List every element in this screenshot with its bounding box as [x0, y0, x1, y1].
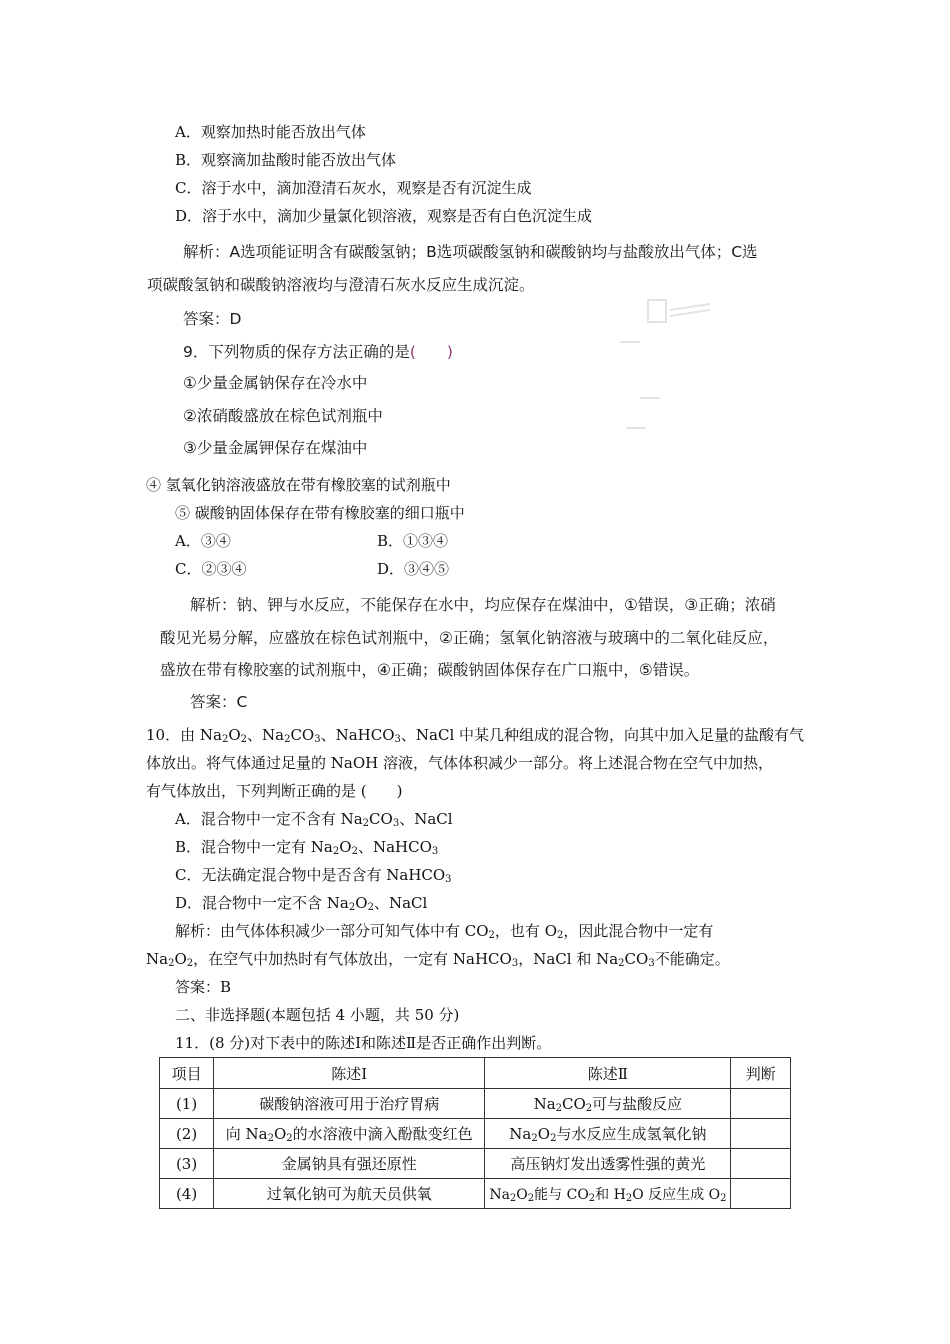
q10-option-b [175, 837, 438, 857]
subscript: 2 [585, 1103, 593, 1114]
q9-stem [183, 342, 453, 362]
q10-text: CO [290, 726, 315, 744]
q10-text: O [228, 726, 241, 744]
q9-item-3: ③少量金属钾保存在煤油中 [183, 439, 368, 457]
q10-text: 、NaCl [373, 894, 428, 912]
q10-text: 、NaHCO [357, 838, 432, 856]
q10-option-c [175, 865, 452, 885]
subscript: 2 [286, 1133, 293, 1144]
subscript: 2 [550, 1133, 557, 1144]
judgment-cell[interactable] [731, 1089, 791, 1119]
col-header-judgment: 判断 [731, 1058, 791, 1089]
q10-stem-line3: 有气体放出，下列判断正确的是 ( ) [146, 782, 403, 800]
q10-text: ，也有 O [494, 922, 557, 940]
subscript: 2 [527, 1192, 535, 1204]
judgment-cell[interactable] [731, 1119, 791, 1149]
subscript: 3 [648, 958, 655, 969]
q10-text: Na [146, 950, 169, 968]
q10-text: 、NaHCO [320, 726, 395, 744]
q8-option-a: A．观察加热时能否放出气体 [175, 123, 366, 141]
cell-text: 能与 CO [534, 1186, 589, 1203]
subscript: 2 [362, 818, 370, 829]
row-number: (3) [160, 1149, 214, 1179]
q9-item-5: ⑤ 碳酸钠固体保存在带有橡胶塞的细口瓶中 [175, 504, 465, 522]
subscript: 3 [314, 734, 321, 745]
subscript: 2 [351, 846, 358, 857]
q10-option-a [175, 809, 453, 829]
subscript: 2 [531, 1133, 538, 1144]
q8-option-c: C．溶于水中，滴加澄清石灰水，观察是否有沉淀生成 [175, 179, 532, 197]
cell-text: 的水溶液中滴入酚酞变红色 [292, 1125, 473, 1143]
q8-option-b: B．观察滴加盐酸时能否放出气体 [175, 151, 397, 169]
q10-analysis-line2 [146, 949, 730, 969]
statement-2-cell [485, 1119, 731, 1149]
table-row [160, 1119, 791, 1149]
subscript: 2 [488, 930, 495, 941]
table-header-row [160, 1058, 791, 1089]
q8-analysis-line1: 解析：A选项能证明含有碳酸氢钠；B选项碳酸氢钠和碳酸钠均与盐酸放出气体；C选 [183, 243, 758, 261]
subscript: 2 [625, 1192, 633, 1204]
subscript: 2 [509, 1192, 517, 1204]
subscript: 2 [168, 958, 175, 969]
q9-analysis-line3: 盛放在带有橡胶塞的试剂瓶中，④正确；碳酸钠固体保存在广口瓶中，⑤错误。 [160, 661, 700, 679]
statement-table [159, 1057, 791, 1209]
subscript: 2 [555, 1103, 563, 1114]
section-heading: 二、非选择题(本题包括 4 小题，共 50 分) [175, 1006, 460, 1024]
q11-stem: 11．(8 分)对下表中的陈述Ⅰ和陈述Ⅱ是否正确作出判断。 [175, 1034, 552, 1052]
statement-1-cell: 金属钠具有强还原性 [214, 1149, 485, 1179]
q9-item-1: ①少量金属钠保存在冷水中 [183, 374, 368, 392]
cell-text: O [273, 1125, 287, 1143]
q9-analysis-line2: 酸见光易分解，应盛放在棕色试剂瓶中，②正确；氢氧化钠溶液与玻璃中的二氧化硅反应， [160, 629, 779, 647]
q9-answer-blank: ( ) [409, 343, 453, 361]
q8-option-d: D．溶于水中，滴加少量氯化钡溶液，观察是否有白色沉淀生成 [175, 207, 593, 225]
row-number: (2) [160, 1119, 214, 1149]
judgment-cell[interactable] [731, 1179, 791, 1209]
table-row [160, 1089, 791, 1119]
cell-text: CO [562, 1095, 586, 1113]
q8-analysis-line2: 项碳酸氢钠和碳酸钠溶液均与澄清石灰水反应生成沉淀。 [147, 276, 535, 294]
subscript: 2 [720, 1192, 727, 1204]
statement-1-cell: 过氧化钠可为航天员供氧 [214, 1179, 485, 1209]
q9-option-a: A．③④ [175, 532, 231, 550]
q10-text: 10．由 Na [146, 726, 222, 744]
cell-text: 与水反应生成氢氧化钠 [556, 1125, 707, 1143]
cell-text: 向 Na [225, 1125, 268, 1143]
q10-text: 解析：由气体体积减少一部分可知气体中有 CO [175, 922, 489, 940]
statement-2-cell [485, 1179, 731, 1209]
judgment-cell[interactable] [731, 1149, 791, 1179]
row-number: (1) [160, 1089, 214, 1119]
q9-answer: 答案：C [190, 693, 248, 711]
subscript: 2 [618, 958, 625, 969]
cell-text: O [516, 1186, 528, 1203]
q10-text: ，因此混合物中一定有 [563, 922, 714, 940]
subscript: 2 [332, 846, 340, 857]
watermark-mark [648, 300, 666, 322]
q10-text: ，NaCl 和 Na [518, 950, 619, 968]
q10-text: 、NaCl [399, 810, 453, 828]
cell-text: Na [489, 1186, 510, 1203]
q10-text: 不能确定。 [654, 950, 730, 968]
q10-text: D．混合物中一定不含 Na [175, 894, 349, 912]
q10-text: CO [369, 810, 393, 828]
subscript: 2 [284, 734, 291, 745]
subscript: 2 [367, 902, 374, 913]
watermark-graphic [600, 280, 720, 440]
subscript: 2 [557, 930, 564, 941]
subscript: 3 [445, 874, 452, 885]
cell-text: O 反应生成 O [632, 1186, 721, 1203]
cell-text: Na [509, 1125, 532, 1143]
col-header-statement-2: 陈述Ⅱ [485, 1058, 731, 1089]
q9-option-d: D．③④⑤ [377, 560, 450, 578]
q10-text: O [355, 894, 368, 912]
q10-stem-line2: 体放出。将气体通过足量的 NaOH 溶液，气体体积减少一部分。将上述混合物在空气中加热， [146, 754, 773, 772]
subscript: 2 [348, 902, 356, 913]
table-row [160, 1179, 791, 1209]
q10-text: C．无法确定混合物中是否含有 NaHCO [175, 866, 446, 884]
q10-text: B．混合物中一定有 Na [175, 838, 333, 856]
statement-1-cell: 碳酸钠溶液可用于治疗胃病 [214, 1089, 485, 1119]
row-number: (4) [160, 1179, 214, 1209]
q8-answer: 答案：D [183, 310, 242, 328]
subscript: 3 [511, 958, 519, 969]
q10-text: 、NaCl 中某几种组成的混合物，向其中加入足量的盐酸有气 [400, 726, 805, 744]
q9-option-c: C．②③④ [175, 560, 247, 578]
q10-text: ，在空气中加热时有气体放出，一定有 NaHCO [193, 950, 512, 968]
subscript: 2 [267, 1133, 274, 1144]
watermark-mark [670, 310, 710, 316]
subscript: 2 [588, 1192, 596, 1204]
q9-option-b: B．①③④ [377, 532, 449, 550]
subscript: 2 [240, 734, 247, 745]
q10-text: A．混合物中一定不含有 Na [175, 810, 363, 828]
q9-analysis-line1: 解析：钠、钾与水反应，不能保存在水中，均应保存在煤油中，①错误，③正确；浓硝 [190, 596, 776, 614]
subscript: 2 [186, 958, 194, 969]
cell-text: O [537, 1125, 551, 1143]
subscript: 2 [221, 734, 229, 745]
watermark-mark [670, 304, 710, 310]
statement-2-cell: 高压钠灯发出透雾性强的黄光 [485, 1149, 731, 1179]
cell-text: 可与盐酸反应 [592, 1095, 683, 1113]
q10-option-d [175, 893, 427, 913]
subscript: 3 [394, 734, 401, 745]
cell-text: 和 H [595, 1186, 626, 1203]
subscript: 3 [431, 846, 439, 857]
q9-item-4: ④ 氢氧化钠溶液盛放在带有橡胶塞的试剂瓶中 [146, 476, 451, 494]
q9-stem-text: 9．下列物质的保存方法正确的是 [183, 343, 410, 361]
q10-text: O [339, 838, 352, 856]
subscript: 3 [392, 818, 400, 829]
q10-answer: 答案：B [175, 978, 232, 996]
statement-1-cell [214, 1119, 485, 1149]
cell-text: Na [533, 1095, 556, 1113]
q10-text: O [174, 950, 187, 968]
q9-item-2: ②浓硝酸盛放在棕色试剂瓶中 [183, 407, 383, 425]
table-row [160, 1149, 791, 1179]
col-header-item: 项目 [160, 1058, 214, 1089]
q10-analysis-line1 [175, 921, 713, 941]
statement-2-cell [485, 1089, 731, 1119]
q10-text: CO [624, 950, 649, 968]
col-header-statement-1: 陈述Ⅰ [214, 1058, 485, 1089]
q10-text: 、Na [247, 726, 285, 744]
q10-stem-line1 [146, 725, 804, 745]
